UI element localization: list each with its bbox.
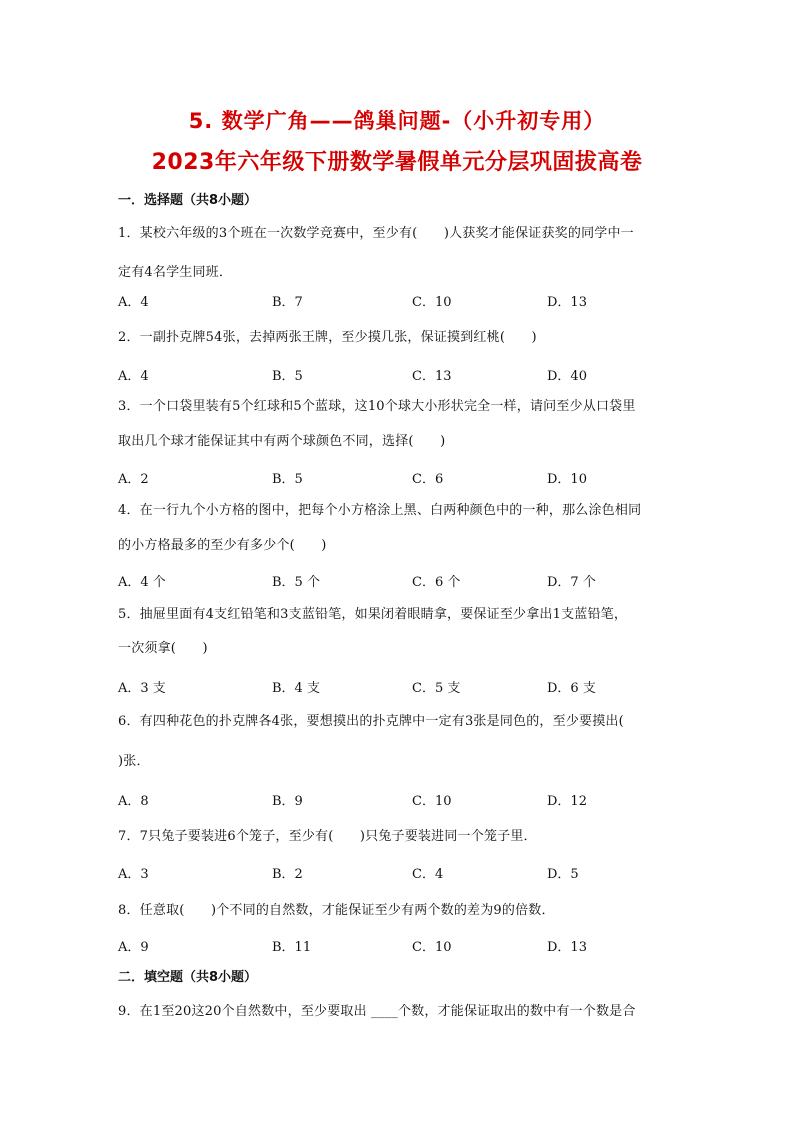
option-c: C．10: [412, 940, 452, 955]
document-subtitle: 2023年六年级下册数学暑假单元分层巩固拔高卷: [151, 150, 643, 175]
option-a: A．3 支: [118, 681, 166, 696]
option-a: A．9: [118, 940, 149, 955]
option-d: D．10: [547, 472, 587, 487]
option-c: C．5 支: [412, 681, 461, 696]
question-line: 5．抽屉里面有4支红铅笔和3支蓝铅笔，如果闭着眼睛拿，要保证至少拿出1支蓝铅笔，: [118, 607, 628, 622]
option-d: D．5: [547, 867, 579, 882]
option-a: A．2: [118, 472, 149, 487]
option-b: B．7: [272, 295, 303, 310]
question-line: 4．在一行九个小方格的图中，把每个小方格涂上黑、白两种颜色中的一种，那么涂色相同: [118, 503, 642, 518]
option-c: C．4: [412, 867, 444, 882]
option-d: D．13: [547, 940, 587, 955]
option-a: A．3: [118, 867, 149, 882]
option-c: C．6: [412, 472, 444, 487]
question-line: 1．某校六年级的3个班在一次数学竞赛中，至少有( )人获奖才能保证获奖的同学中一: [118, 226, 634, 241]
question-line: 2．一副扑克牌54张，去掉两张王牌，至少摸几张，保证摸到红桃( ): [118, 330, 537, 345]
option-c: C．10: [412, 295, 452, 310]
document-title: 5. 数学广角——鸽巢问题-（小升初专用）: [188, 109, 606, 133]
option-c: C．13: [412, 369, 452, 384]
question-line: 一次须拿( ): [118, 641, 208, 656]
option-b: B．4 支: [272, 681, 320, 696]
option-b: B．11: [272, 940, 312, 955]
option-a: A．4: [118, 295, 149, 310]
option-d: D．7 个: [547, 575, 596, 590]
option-d: D．12: [547, 794, 587, 809]
option-a: A．4: [118, 369, 149, 384]
question-line: 3．一个口袋里装有5个红球和5个蓝球，这10个球大小形状完全一样，请问至少从口袋里: [118, 399, 636, 414]
section-heading-choice: 一．选择题（共8小题）: [118, 193, 258, 208]
option-b: B．5: [272, 369, 303, 384]
option-c: C．6 个: [412, 575, 461, 590]
question-line: 7．7只兔子要装进6个笼子，至少有( )只兔子要装进同一个笼子里．: [118, 829, 537, 844]
question-line: )张．: [118, 754, 150, 769]
question-line: 8．任意取( )个不同的自然数，才能保证至少有两个数的差为9的倍数．: [118, 903, 555, 918]
question-line: 定有4名学生同班．: [118, 265, 233, 280]
option-a: A．4 个: [118, 575, 166, 590]
option-d: D．6 支: [547, 681, 596, 696]
option-a: A．8: [118, 794, 149, 809]
option-b: B．5 个: [272, 575, 320, 590]
option-d: D．13: [547, 295, 587, 310]
question-line: 的小方格最多的至少有多少个( ): [118, 538, 327, 553]
option-b: B．5: [272, 472, 303, 487]
question-line: 取出几个球才能保证其中有两个球颜色不同，选择( ): [118, 434, 446, 449]
question-line: 9．在1至20这20个自然数中，至少要取出 ____个数，才能保证取出的数中有一个数是合: [118, 1004, 636, 1019]
question-line: 6．有四种花色的扑克牌各4张，要想摸出的扑克牌中一定有3张是同色的，至少要摸出(: [118, 714, 624, 729]
option-c: C．10: [412, 794, 452, 809]
option-b: B．2: [272, 867, 303, 882]
option-d: D．40: [547, 369, 587, 384]
option-b: B．9: [272, 794, 303, 809]
section-heading-fill: 二．填空题（共8小题）: [118, 970, 258, 985]
